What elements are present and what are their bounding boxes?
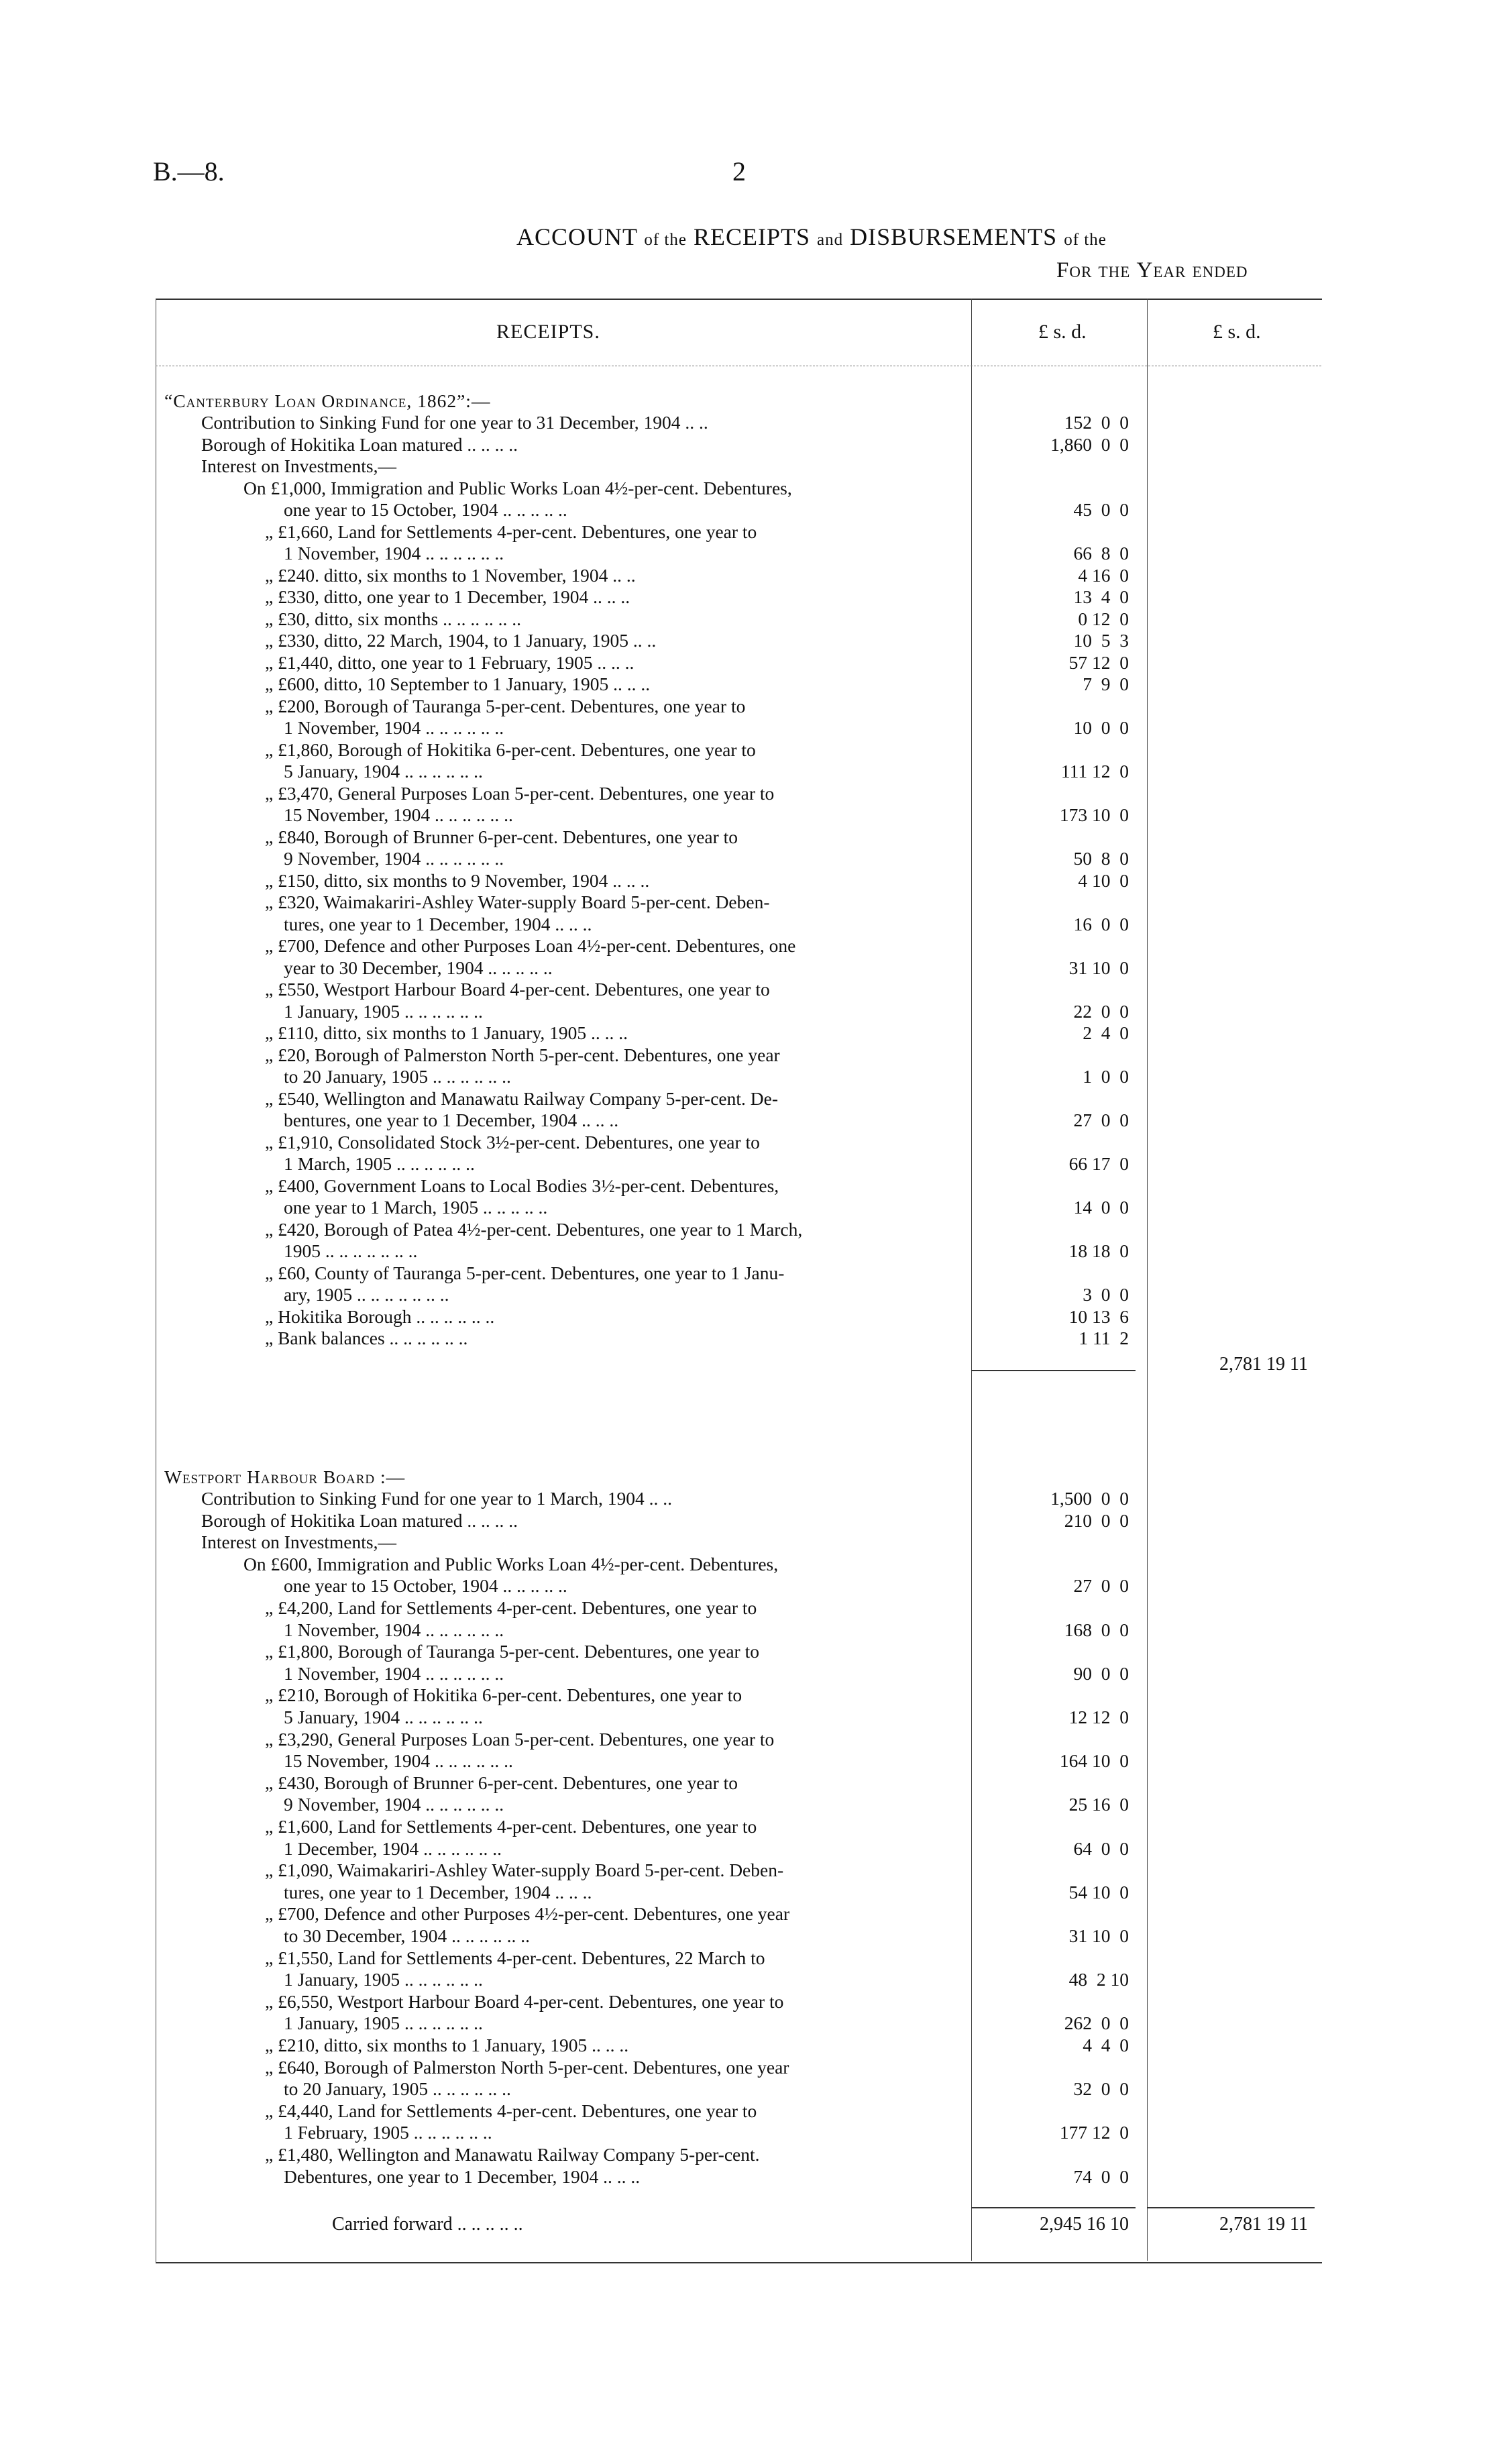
row-amount: 13 4 0 (1073, 586, 1129, 607)
row-amount: 168 0 0 (1064, 1619, 1129, 1640)
row-amount: 210 0 0 (1064, 1509, 1129, 1531)
row-description: 1 January, 1905 .. .. .. .. .. .. (284, 1000, 483, 1022)
row-description: „ £430, Borough of Brunner 6-per-cent. Debentures, one year to (265, 1772, 738, 1793)
row-amount: 12 12 0 (1068, 1707, 1129, 1727)
page-number: 2 (732, 156, 746, 186)
section-heading-westport: Westport Harbour Board :— (164, 1466, 406, 1487)
row-description: 15 November, 1904 .. .. .. .. .. .. (284, 804, 513, 825)
row-amount: 262 0 0 (1064, 2013, 1129, 2034)
row-description: Contribution to Sinking Fund for one year to 1 March, 1904 .. .. (201, 1488, 672, 1509)
canterbury-total: 2,781 19 11 (1219, 1354, 1308, 1375)
carried-forward-rule (1147, 2207, 1315, 2208)
row-description: 1905 .. .. .. .. .. .. .. (284, 1240, 418, 1261)
row-description: 9 November, 1904 .. .. .. .. .. .. (284, 1794, 504, 1815)
row-description: „ £1,090, Waimakariri-Ashley Water-supply Board 5-per-cent. Deben- (265, 1860, 784, 1881)
row-amount: 45 0 0 (1073, 499, 1129, 520)
title-word: of the (644, 231, 687, 249)
row-description: „ £1,440, ditto, one year to 1 February, 1905 .. .. .. (265, 651, 635, 673)
row-description: „ £3,290, General Purposes Loan 5-per-cent. Debentures, one year to (265, 1728, 775, 1750)
row-amount: 66 8 0 (1073, 543, 1129, 564)
row-amount: 32 0 0 (1073, 2078, 1129, 2100)
row-amount: 7 9 0 (1083, 674, 1129, 694)
row-amount: 4 16 0 (1078, 564, 1129, 586)
row-amount: 1,500 0 0 (1050, 1488, 1129, 1509)
row-description: 1 February, 1905 .. .. .. .. .. .. (284, 2122, 492, 2143)
row-description: 1 November, 1904 .. .. .. .. .. .. (284, 1662, 504, 1684)
currency-header-right: £ s. d. (1213, 321, 1261, 343)
row-description: „ £840, Borough of Brunner 6-per-cent. Debentures, one year to (265, 826, 738, 847)
row-amount: 57 12 0 (1068, 651, 1129, 673)
row-amount: 25 16 0 (1068, 1794, 1129, 1815)
row-description: „ £6,550, Westport Harbour Board 4-per-cent. Debentures, one year to (265, 1990, 784, 2012)
row-description: tures, one year to 1 December, 1904 .. .. .. (284, 1881, 592, 1903)
row-description: year to 30 December, 1904 .. .. .. .. .. (284, 957, 553, 978)
row-description: „ £320, Waimakariri-Ashley Water-supply Board 5-per-cent. Deben- (265, 892, 770, 912)
row-amount: 31 10 0 (1068, 957, 1129, 978)
row-description: „ £200, Borough of Tauranga 5-per-cent. Debentures, one year to (265, 695, 746, 716)
row-description: On £600, Immigration and Public Works Loan 4½-per-cent. Debentures, (243, 1553, 779, 1574)
row-description: „ Bank balances .. .. .. .. .. .. (265, 1328, 468, 1348)
row-description: „ £4,440, Land for Settlements 4-per-cent. Debentures, one year to (265, 2100, 757, 2121)
row-description: „ £600, ditto, 10 September to 1 January, 1905 .. .. .. (265, 674, 651, 694)
row-description: „ £700, Defence and other Purposes 4½-per-cent. Debentures, one year (265, 1903, 790, 1925)
carried-forward-right: 2,781 19 11 (1219, 2214, 1308, 2235)
title-word: RECEIPTS (693, 223, 811, 250)
row-description: „ £550, Westport Harbour Board 4-per-cent. Debentures, one year to (265, 979, 770, 1000)
row-description: „ Hokitika Borough .. .. .. .. .. .. (265, 1305, 495, 1327)
row-description: ary, 1905 .. .. .. .. .. .. .. (284, 1284, 449, 1305)
row-amount: 4 4 0 (1083, 2035, 1129, 2055)
page-subtitle (1056, 258, 1248, 283)
row-description: to 20 January, 1905 .. .. .. .. .. .. (284, 1066, 511, 1087)
row-amount: 10 5 3 (1073, 630, 1129, 651)
row-description: to 20 January, 1905 .. .. .. .. .. .. (284, 2078, 511, 2100)
row-description: one year to 1 March, 1905 .. .. .. .. .. (284, 1197, 548, 1218)
row-description: „ £4,200, Land for Settlements 4-per-cent. Debentures, one year to (265, 1597, 757, 1618)
row-description: bentures, one year to 1 December, 1904 .. .. .. (284, 1110, 619, 1130)
row-description: 5 January, 1904 .. .. .. .. .. .. (284, 1707, 483, 1727)
row-amount: 27 0 0 (1073, 1110, 1129, 1130)
row-amount: 54 10 0 (1068, 1881, 1129, 1903)
row-amount: 177 12 0 (1059, 2122, 1129, 2143)
document-reference: B.—8. (153, 156, 225, 186)
row-description: „ £1,600, Land for Settlements 4-per-cent. Debentures, one year to (265, 1816, 757, 1837)
row-description: „ £540, Wellington and Manawatu Railway Company 5-per-cent. De- (265, 1087, 778, 1109)
row-amount: 2 4 0 (1083, 1022, 1129, 1043)
row-amount: 66 17 0 (1068, 1153, 1129, 1174)
subtotal-rule (971, 1370, 1136, 1371)
currency-header-mid: £ s. d. (1038, 321, 1087, 343)
row-description: „ £150, ditto, six months to 9 November, 1904 .. .. .. (265, 869, 650, 891)
row-amount: 10 0 0 (1073, 717, 1129, 738)
section-heading-canterbury: “Canterbury Loan Ordinance, 1862”:— (164, 390, 491, 411)
row-amount: 164 10 0 (1059, 1750, 1129, 1772)
row-amount: 18 18 0 (1068, 1240, 1129, 1261)
receipts-header: RECEIPTS. (496, 321, 600, 343)
row-description: one year to 15 October, 1904 .. .. .. .. .. (284, 499, 567, 520)
row-description: „ £330, ditto, one year to 1 December, 1904 .. .. .. (265, 586, 630, 607)
row-description: On £1,000, Immigration and Public Works Loan 4½-per-cent. Debentures, (243, 477, 792, 498)
row-description: one year to 15 October, 1904 .. .. .. .. .. (284, 1575, 567, 1597)
row-amount: 64 0 0 (1073, 1837, 1129, 1859)
row-description: Interest on Investments,— (201, 1532, 396, 1553)
carried-forward-mid: 2,945 16 10 (1040, 2214, 1129, 2235)
row-description: „ £3,470, General Purposes Loan 5-per-cent. Debentures, one year to (265, 782, 775, 804)
row-description: Borough of Hokitika Loan matured .. .. .. .. (201, 1509, 518, 1531)
row-amount: 1 11 2 (1079, 1328, 1129, 1348)
column-divider (1147, 299, 1148, 2261)
row-amount: 50 8 0 (1073, 848, 1129, 869)
title-word: of the (1064, 231, 1107, 249)
row-description: „ £20, Borough of Palmerston North 5-per-cent. Debentures, one year (265, 1044, 780, 1065)
row-amount: 48 2 10 (1068, 1969, 1129, 1990)
row-description: 1 November, 1904 .. .. .. .. .. .. (284, 543, 504, 564)
row-description: „ £1,550, Land for Settlements 4-per-cent. Debentures, 22 March to (265, 1947, 765, 1968)
row-amount: 27 0 0 (1073, 1575, 1129, 1597)
row-amount: 4 10 0 (1078, 869, 1129, 891)
row-amount: 16 0 0 (1073, 913, 1129, 934)
page-title (516, 223, 1107, 251)
row-description: „ £1,860, Borough of Hokitika 6-per-cent. Debentures, one year to (265, 739, 756, 760)
row-amount: 22 0 0 (1073, 1000, 1129, 1022)
row-amount: 90 0 0 (1073, 1662, 1129, 1684)
row-description: 5 January, 1904 .. .. .. .. .. .. (284, 761, 483, 782)
row-description: „ £60, County of Tauranga 5-per-cent. Debentures, one year to 1 Janu- (265, 1262, 785, 1283)
row-description: „ £1,660, Land for Settlements 4-per-cent. Debentures, one year to (265, 521, 757, 542)
row-description: 15 November, 1904 .. .. .. .. .. .. (284, 1750, 513, 1772)
row-description: 1 January, 1905 .. .. .. .. .. .. (284, 1969, 483, 1990)
title-word: DISBURSEMENTS (850, 223, 1058, 250)
row-description: Interest on Investments,— (201, 456, 396, 476)
row-description: 1 November, 1904 .. .. .. .. .. .. (284, 1619, 504, 1640)
row-description: 1 March, 1905 .. .. .. .. .. .. (284, 1153, 475, 1174)
row-amount: 111 12 0 (1060, 761, 1129, 782)
row-description: Borough of Hokitika Loan matured .. .. .. .. (201, 433, 518, 455)
row-amount: 1,860 0 0 (1050, 433, 1129, 455)
carried-forward-label: Carried forward .. .. .. .. .. (332, 2214, 523, 2235)
row-amount: 173 10 0 (1059, 804, 1129, 825)
row-amount: 14 0 0 (1073, 1197, 1129, 1218)
row-description: „ £1,480, Wellington and Manawatu Railway Company 5-per-cent. (265, 2144, 760, 2165)
row-description: to 30 December, 1904 .. .. .. .. .. .. (284, 1925, 531, 1946)
row-description: „ £700, Defence and other Purposes Loan 4½-per-cent. Debentures, one (265, 935, 796, 956)
row-description: „ £640, Borough of Palmerston North 5-per-cent. Debentures, one year (265, 2056, 789, 2078)
row-amount: 3 0 0 (1083, 1284, 1129, 1305)
row-description: 1 November, 1904 .. .. .. .. .. .. (284, 717, 504, 738)
row-amount: 10 13 6 (1068, 1305, 1129, 1327)
row-description: „ £1,910, Consolidated Stock 3½-per-cent. Debentures, one year to (265, 1131, 760, 1153)
subtitle-part: Year ended (1136, 258, 1248, 282)
row-description: „ £330, ditto, 22 March, 1904, to 1 January, 1905 .. .. (265, 630, 657, 651)
row-description: 1 December, 1904 .. .. .. .. .. .. (284, 1837, 502, 1859)
row-description: „ £420, Borough of Patea 4½-per-cent. Debentures, one year to 1 March, (265, 1218, 803, 1240)
title-word: ACCOUNT (516, 223, 638, 250)
row-description: „ £240. ditto, six months to 1 November, 1904 .. .. (265, 564, 636, 586)
row-description: tures, one year to 1 December, 1904 .. .. .. (284, 913, 592, 934)
row-amount: 0 12 0 (1078, 608, 1129, 629)
title-word: and (817, 231, 844, 249)
subtitle-part: For the (1056, 258, 1131, 282)
row-amount: 74 0 0 (1073, 2165, 1129, 2187)
row-description: „ £210, ditto, six months to 1 January, 1905 .. .. .. (265, 2035, 629, 2055)
row-description: „ £210, Borough of Hokitika 6-per-cent. Debentures, one year to (265, 1684, 742, 1706)
row-description: Contribution to Sinking Fund for one year to 31 December, 1904 .. .. (201, 412, 708, 433)
row-description: 1 January, 1905 .. .. .. .. .. .. (284, 2013, 483, 2034)
carried-forward-rule (971, 2207, 1136, 2208)
row-description: „ £400, Government Loans to Local Bodies 3½-per-cent. Debentures, (265, 1175, 779, 1196)
row-amount: 152 0 0 (1064, 412, 1129, 433)
row-description: „ £110, ditto, six months to 1 January, 1905 .. .. .. (265, 1022, 628, 1043)
row-description: „ £1,800, Borough of Tauranga 5-per-cent. Debentures, one year to (265, 1641, 759, 1662)
row-description: „ £30, ditto, six months .. .. .. .. .. .. (265, 608, 521, 629)
row-description: 9 November, 1904 .. .. .. .. .. .. (284, 848, 504, 869)
row-amount: 1 0 0 (1083, 1066, 1129, 1087)
row-description: Debentures, one year to 1 December, 1904 .. .. .. (284, 2165, 641, 2187)
row-amount: 31 10 0 (1068, 1925, 1129, 1946)
